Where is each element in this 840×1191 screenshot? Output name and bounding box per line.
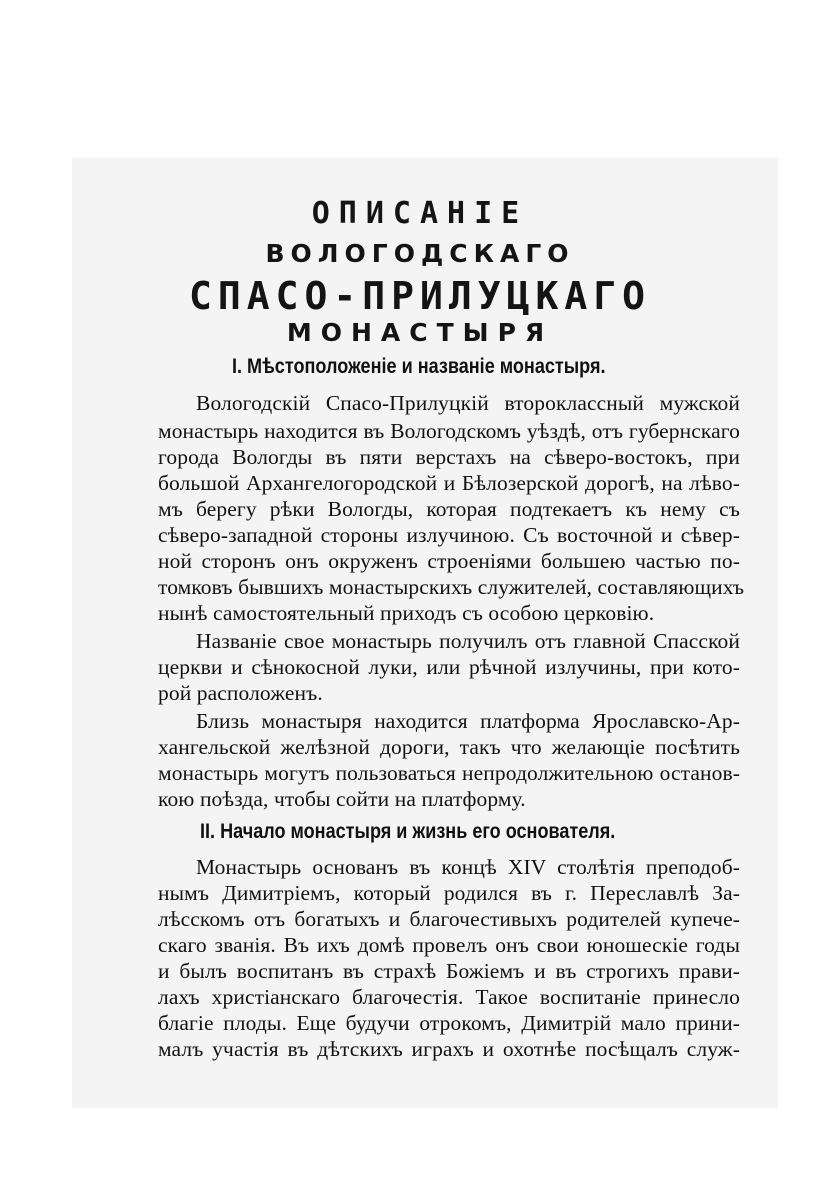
- section-2-line: нымъ Димитріемъ, который родился въ г. Переславлѣ За-: [158, 881, 740, 905]
- section-2-line: благіе плоды. Еще будучи отрокомъ, Димитрій мало прини-: [158, 1011, 740, 1035]
- section-2-line: лѣсскомъ отъ богатыхъ и благочестивыхъ родителей купече-: [158, 907, 740, 931]
- section-2-line: Монастырь основанъ въ концѣ XIV столѣтія преподоб-: [196, 855, 740, 879]
- section-1-line: монастырь могутъ пользоваться непродолжительною останов-: [158, 761, 740, 785]
- section-1-line: монастырь находится въ Вологодскомъ уѣздѣ, отъ губернскаго: [158, 419, 740, 443]
- section-1-line: большой Архангелогородской и Бѣлозерской дорогѣ, на лѣво-: [158, 471, 740, 495]
- section-1-line: церкви и сѣнокосной луки, или рѣчной излучины, при кото-: [158, 655, 740, 679]
- title-line-3: СПАСО-ПРИЛУЦКАГО: [188, 274, 652, 318]
- section-1-line: Близь монастыря находится платформа Ярославско-Ар-: [196, 709, 740, 733]
- section-1-line: томковъ бывшихъ монастырскихъ служителей, составляющихъ: [158, 575, 745, 599]
- section-1-heading: I. Мѣстоположеніе и названіе монастыря.: [232, 355, 606, 378]
- section-1-line: рой расположенъ.: [158, 681, 323, 705]
- section-1-line: Названіе свое монастырь получилъ отъ главной Спасской: [196, 629, 740, 653]
- section-1-line: кою поѣзда, чтобы сойти на платформу.: [158, 787, 526, 811]
- section-2-line: и былъ воспитанъ въ страхѣ Божіемъ и въ строгихъ прави-: [158, 959, 740, 983]
- section-1-line: сѣверо-западной стороны излучиною. Съ восточной и сѣвер-: [158, 523, 740, 547]
- section-1-line: хангельской желѣзной дороги, такъ что желающіе посѣтить: [158, 735, 740, 759]
- section-1-line: нынѣ самостоятельный приходъ съ особою церковію.: [158, 601, 655, 625]
- title-line-2: ВОЛОГОДСКАГО: [265, 239, 575, 268]
- section-2-line: скаго званія. Въ ихъ домѣ провелъ онъ свои юношескіе годы: [158, 933, 740, 957]
- section-2-line: малъ участія въ дѣтскихъ играхъ и охотнѣе посѣщалъ служ-: [158, 1037, 740, 1061]
- title-line-1: ОПИСАНІЕ: [311, 196, 529, 231]
- title-line-4: МОНАСТЫРЯ: [286, 318, 554, 347]
- section-1-line: ной сторонъ онъ окруженъ строеніями большею частью по-: [158, 549, 740, 573]
- section-2-line: лахъ христіанскаго благочестія. Такое воспитаніе принесло: [158, 985, 740, 1009]
- section-1-line: мъ берегу рѣки Вологды, которая подтекаетъ къ нему съ: [158, 497, 740, 521]
- section-1-line: Вологодскій Спасо-Прилуцкій второклассный мужской: [196, 391, 740, 415]
- section-2-heading: II. Начало монастыря и жизнь его основателя.: [200, 820, 616, 843]
- section-1-line: города Вологды въ пяти верстахъ на сѣверо-востокъ, при: [158, 445, 740, 469]
